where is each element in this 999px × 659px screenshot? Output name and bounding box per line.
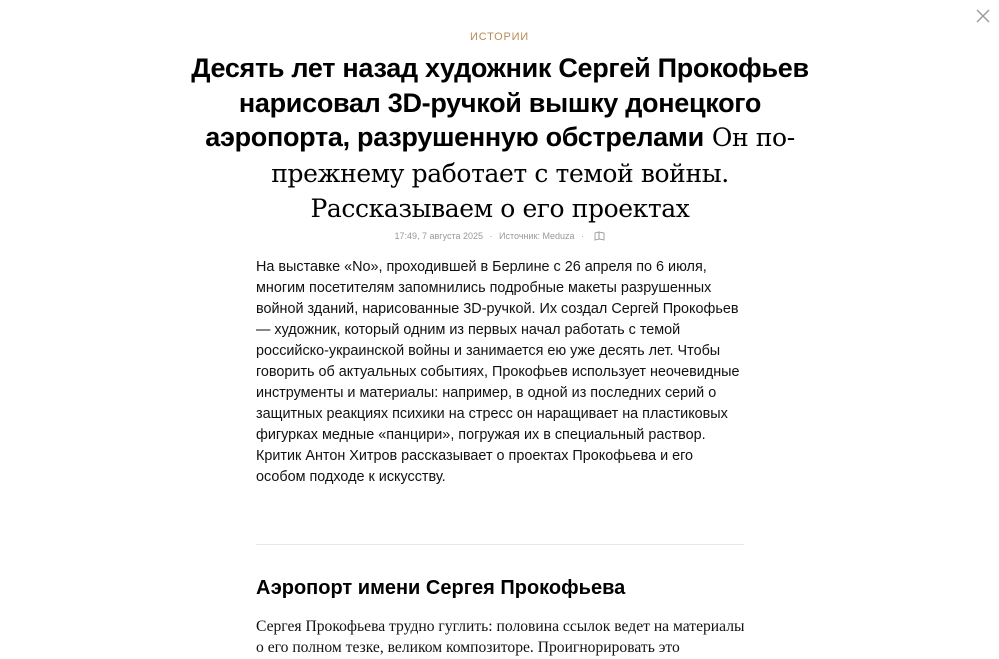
article-rubric[interactable]: ИСТОРИИ: [469, 31, 529, 43]
book-icon[interactable]: [594, 231, 605, 243]
article-lead: На выставке «No», проходившей в Берлине с 26 апреля по 6 июля, многим посетителям запомнились подробные макеты разрушенных войной зданий, нарисованные 3D-ручкой. Их создал Сергей Прокофьев — художник, который одним из первых начал работать с темой российско-украинской войны и занимается ею уже десять лет. Чтобы говорить об актуальных событиях, Прокофьев использует неочевидные инструменты и материалы: например, в одной из последних серий о защитных реакциях психики на стресс он наращивает на пластиковых фигурках медные «панцири», погружая их в специальный раствор. Критик Антон Хитров рассказывает о проектах Прокофьева и его особом подходе к искусству.: [256, 259, 740, 485]
article-source: Источник: Meduza: [499, 231, 575, 241]
close-icon: [973, 6, 993, 26]
meta-separator: ·: [581, 231, 585, 241]
body-paragraph: Сергея Прокофьева трудно гуглить: половина ссылок ведет на материалы о его полном тезке, великом композиторе. Проигнорировать это: [256, 618, 745, 656]
article-meta: [0, 231, 999, 243]
section-divider: [256, 544, 744, 545]
section-heading: Аэропорт имени Сергея Прокофьева: [256, 577, 626, 599]
article-title-main: Десять лет назад художник Сергей Прокофьев нарисовал 3D-ручкой вышку донецкого аэропорта, разрушенную обстрелами: [191, 53, 809, 152]
article-title: [180, 50, 820, 226]
meta-separator: ·: [489, 231, 493, 241]
article-title-sub: Он по-прежнему работает с темой войны. Рассказываем о его проектах: [271, 123, 795, 223]
close-button[interactable]: [973, 6, 993, 26]
article-datetime: 17:49, 7 августа 2025: [394, 231, 484, 241]
